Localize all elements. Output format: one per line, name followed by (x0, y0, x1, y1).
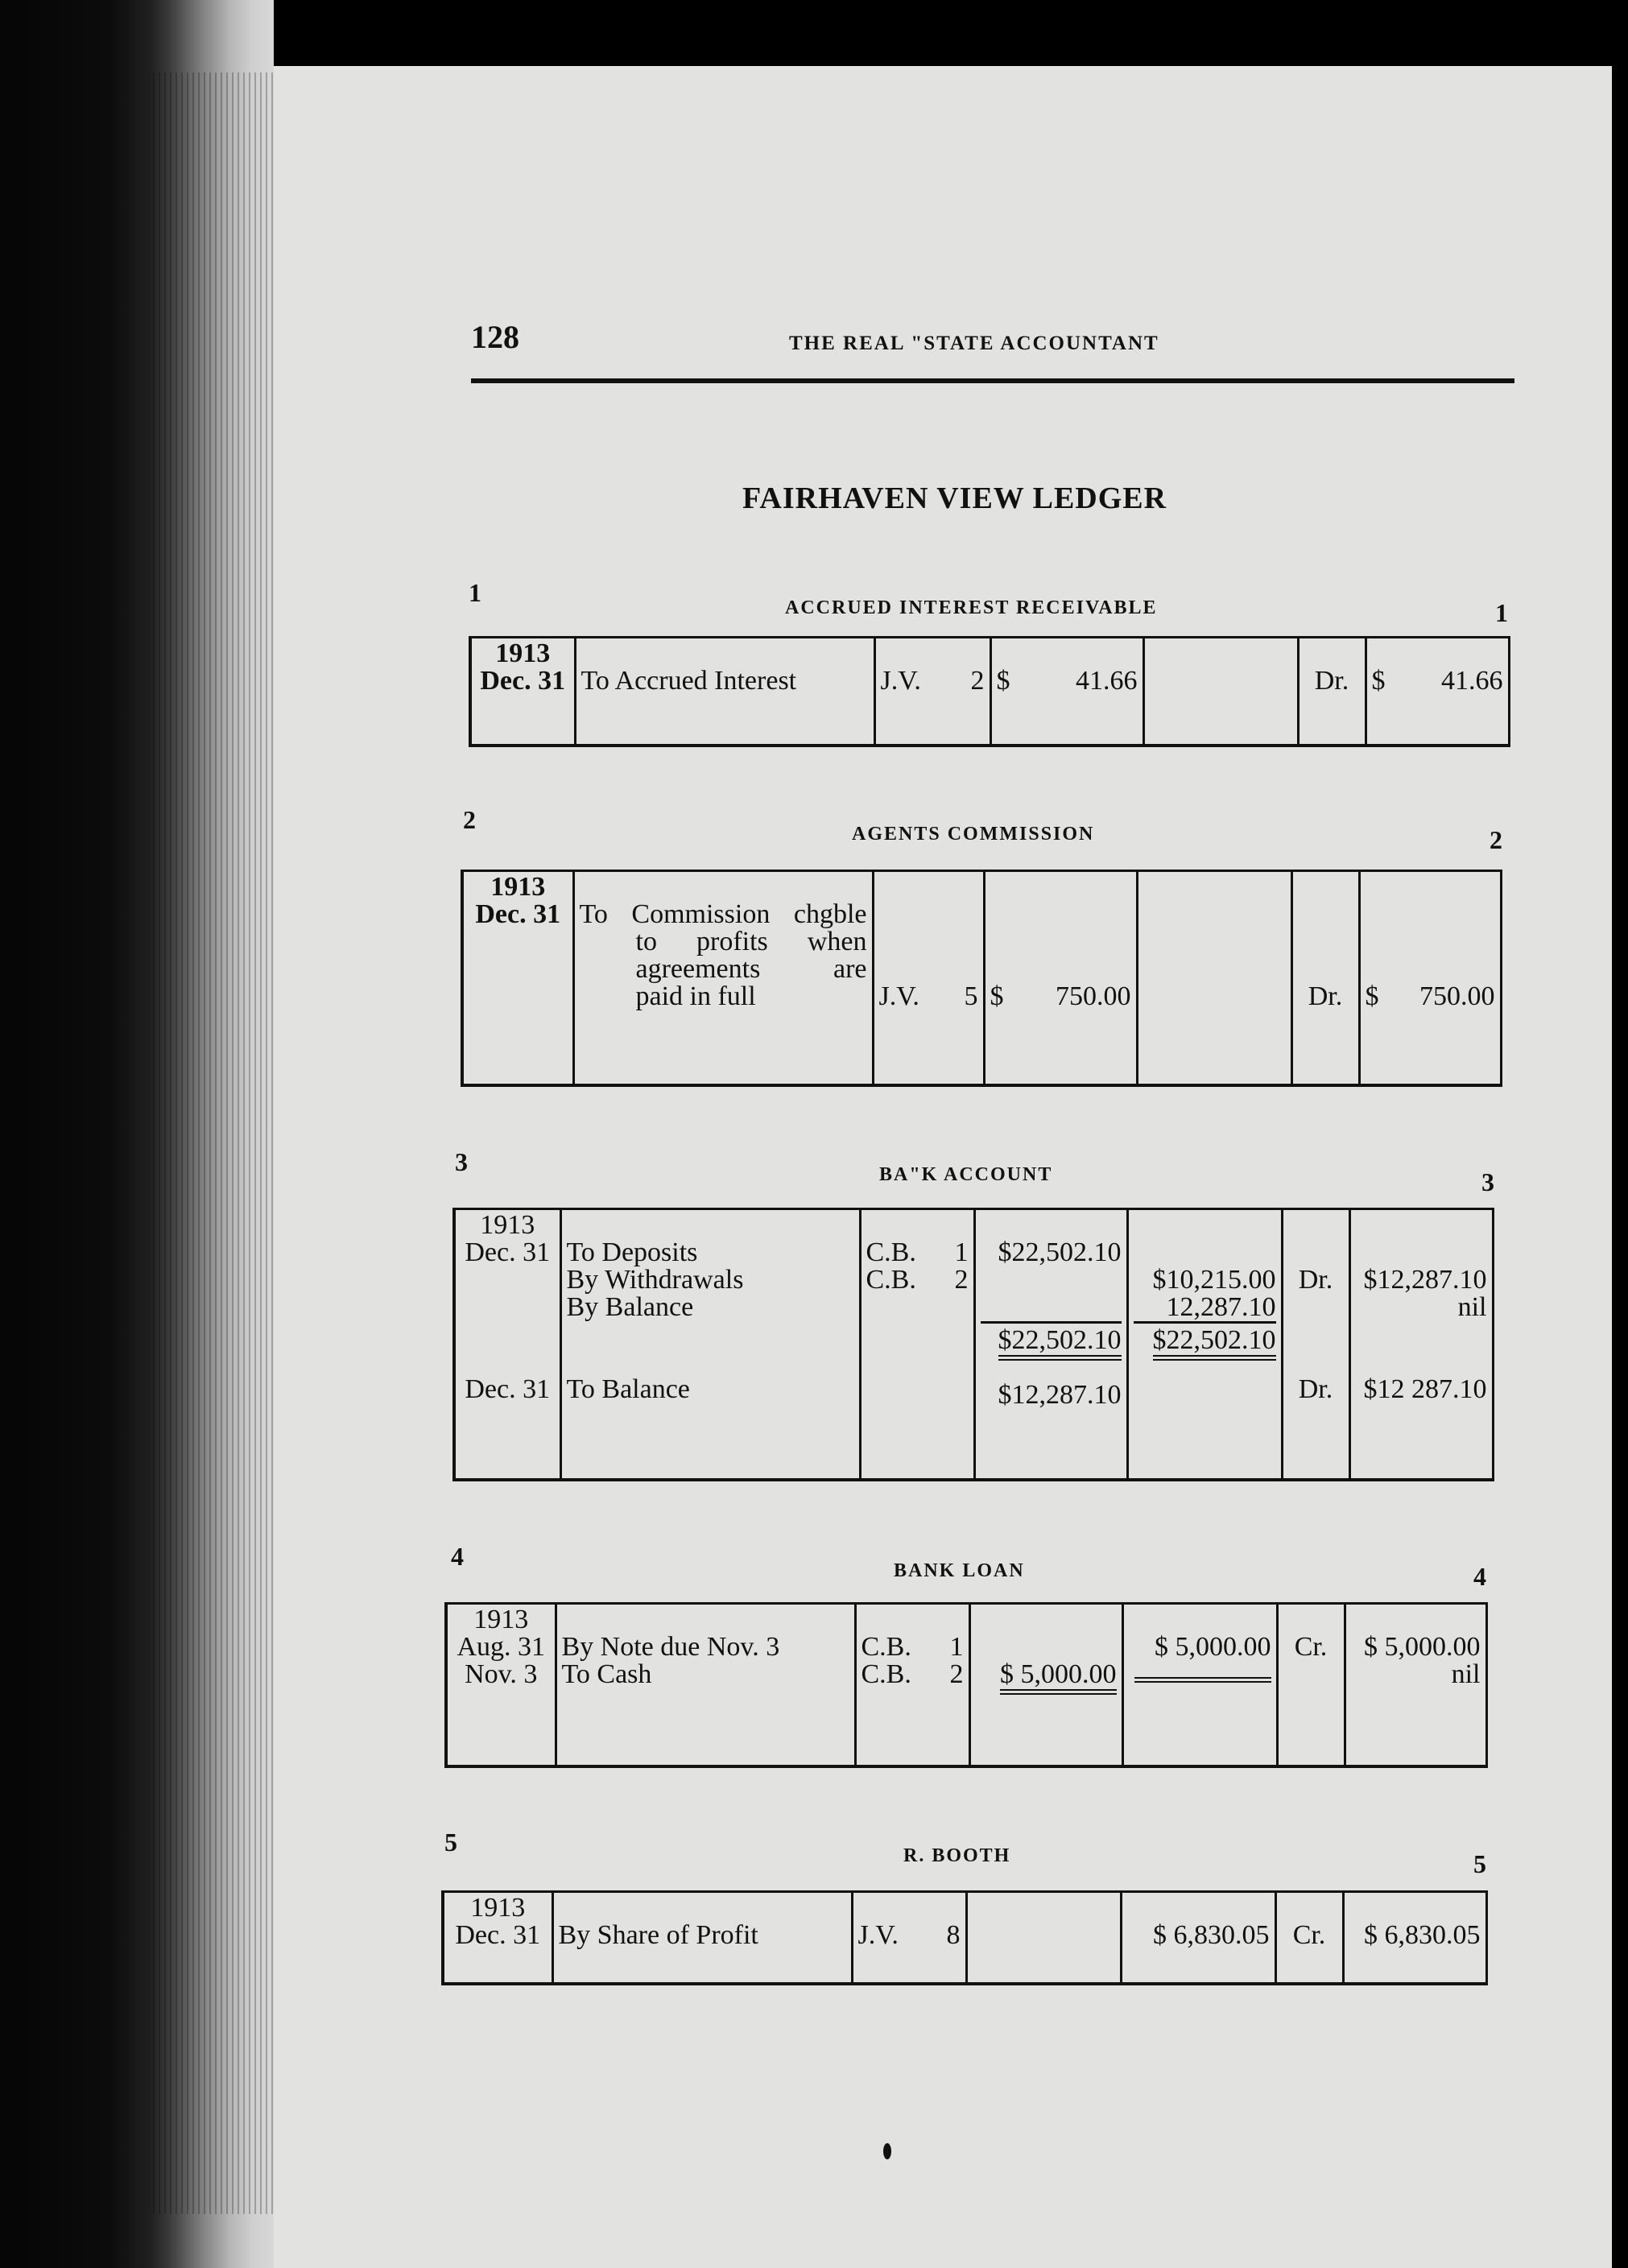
debit-cell: $ 750.00 (984, 871, 1137, 1086)
ledger-table (441, 1890, 1485, 1985)
particulars-cell: By Share of Profit (552, 1892, 852, 1985)
ledger-table (461, 870, 1499, 1087)
account-number-left: 3 (455, 1147, 468, 1176)
balance-cell: $ 6,830.05 (1343, 1892, 1486, 1985)
ref-cell: C.B. 1 C.B. 2 (860, 1209, 974, 1481)
particulars-cell: To Accrued Interest (575, 638, 874, 746)
date-cell: 1913 Dec. 31 (462, 871, 573, 1086)
balance-cell: $ 750.00 (1359, 871, 1501, 1086)
debit-cell: $ 5,000.00 (969, 1604, 1122, 1767)
drcr-cell: Cr. (1275, 1892, 1343, 1985)
ref-cell: C.B. 1 C.B. 2 (855, 1604, 969, 1767)
table-row (443, 1892, 1486, 1985)
debit-cell (966, 1892, 1121, 1985)
drcr-cell: Dr. (1298, 638, 1366, 746)
table-row (446, 1604, 1486, 1767)
ref-cell: J.V. 5 (873, 871, 984, 1086)
table-row (454, 1209, 1493, 1481)
page-number: 128 (471, 319, 519, 355)
ledger-title: FAIRHAVEN VIEW LEDGER (742, 481, 1167, 515)
account-name: ACCRUED INTEREST RECEIVABLE (785, 597, 1158, 618)
table-row (462, 871, 1501, 1086)
account-number-left: 4 (451, 1542, 464, 1571)
debit-cell: $22,502.10 $22,502.10 $12,287.10 (974, 1209, 1127, 1481)
account-name: BA"K ACCOUNT (879, 1164, 1053, 1185)
drcr-cell: Dr. (1291, 871, 1359, 1086)
drcr-cell: Cr. (1277, 1604, 1345, 1767)
date-cell: 1913 Dec. 31 (443, 1892, 552, 1985)
account-number-left: 1 (469, 578, 481, 607)
date-cell: 1913 Aug. 31 Nov. 3 (446, 1604, 556, 1767)
account-number-right: 5 (1473, 1849, 1486, 1878)
date-cell: 1913 Dec. 31 Dec. 31 (454, 1209, 560, 1481)
ledger-table (452, 1208, 1491, 1481)
credit-cell: $10,215.00 12,287.10 $22,502.10 (1127, 1209, 1282, 1481)
particulars-cell: By Note due Nov. 3 To Cash (556, 1604, 855, 1767)
credit-cell: $ 6,830.05 (1121, 1892, 1275, 1985)
ref-cell: J.V. 2 (874, 638, 990, 746)
account-number-right: 2 (1490, 825, 1502, 854)
page-edges (153, 72, 274, 2214)
ink-mark (883, 2143, 891, 2159)
account-name: R. BOOTH (903, 1845, 1011, 1866)
account-name: BANK LOAN (894, 1560, 1025, 1581)
account-name: AGENTS COMMISSION (852, 824, 1095, 845)
balance-cell: $ 5,000.00 nil (1345, 1604, 1486, 1767)
credit-cell (1137, 871, 1291, 1086)
ref-cell: J.V. 8 (852, 1892, 966, 1985)
balance-cell: $12,287.10 nil $12 287.10 (1349, 1209, 1493, 1481)
particulars-cell: To Deposits By Withdrawals By Balance To Balance (560, 1209, 860, 1481)
ledger-table (444, 1602, 1485, 1768)
account-number-left: 2 (463, 805, 476, 834)
account-number-right: 3 (1481, 1167, 1494, 1196)
running-title: THE REAL "STATE ACCOUNTANT (789, 333, 1159, 354)
account-number-left: 5 (444, 1828, 457, 1857)
credit-cell: $ 5,000.00 (1122, 1604, 1277, 1767)
ledger-table (469, 636, 1507, 747)
page-header (471, 318, 1514, 382)
date-cell: 1913 Dec. 31 (470, 638, 575, 746)
account-number-right: 1 (1495, 598, 1508, 627)
account-number-right: 4 (1473, 1562, 1486, 1591)
debit-cell: $ 41.66 (990, 638, 1143, 746)
particulars-cell: To Commission chgble to profits when agreements are paid in full (573, 871, 873, 1086)
drcr-cell: Dr. Dr. (1282, 1209, 1349, 1481)
header-rule (471, 378, 1514, 383)
credit-cell (1143, 638, 1298, 746)
balance-cell: $ 41.66 (1366, 638, 1509, 746)
table-row (470, 638, 1509, 746)
